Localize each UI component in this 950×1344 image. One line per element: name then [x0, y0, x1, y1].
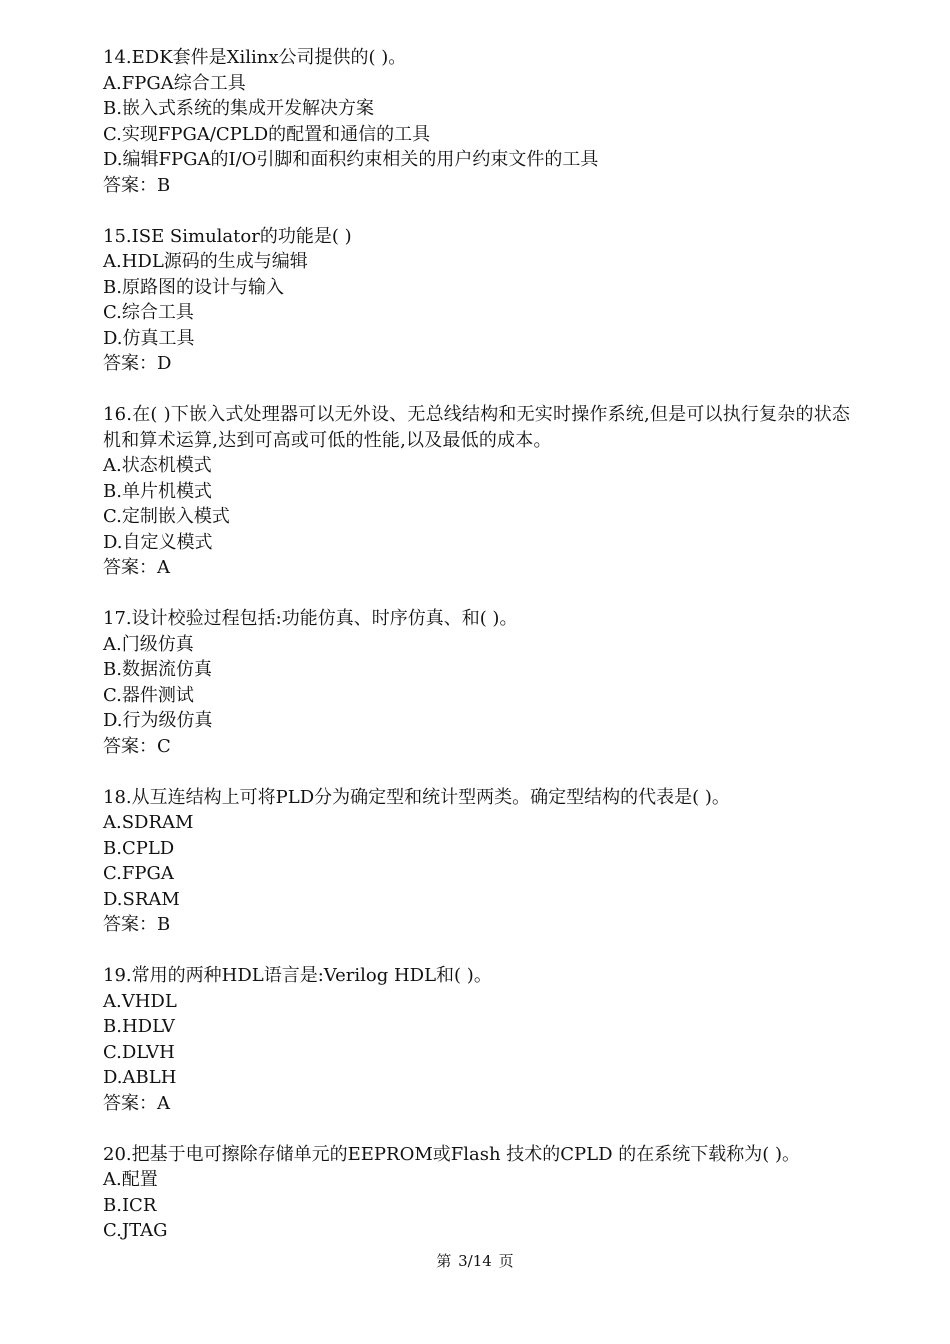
option-b: B.嵌入式系统的集成开发解决方案	[103, 98, 374, 119]
page-number: 第 3/14 页	[436, 1252, 514, 1270]
question-17	[103, 606, 863, 759]
question-stem: 19.常用的两种HDL语言是:Verilog HDL和( )。	[103, 965, 492, 986]
question-stem: 17.设计校验过程包括:功能仿真、时序仿真、和( )。	[103, 608, 518, 629]
question-16	[103, 402, 863, 581]
answer: 答案：A	[103, 557, 170, 578]
option-d: D.自定义模式	[103, 531, 213, 553]
option-d: D.行为级仿真	[103, 710, 213, 731]
option-a: A.状态机模式	[103, 455, 212, 476]
question-18	[103, 785, 863, 938]
document-page	[103, 45, 863, 1244]
option-a: A.SDRAM	[103, 812, 194, 833]
option-a: A.FPGA综合工具	[103, 72, 246, 94]
option-b: B.数据流仿真	[103, 659, 212, 680]
answer: 答案：B	[103, 174, 171, 196]
question-19	[103, 963, 863, 1116]
option-c: C.定制嵌入模式	[103, 506, 230, 527]
option-a: A.VHDL	[103, 990, 177, 1012]
option-a: A.配置	[103, 1169, 158, 1190]
question-15	[103, 224, 863, 377]
spacer	[103, 198, 863, 224]
option-c: C.器件测试	[103, 684, 194, 706]
answer: 答案：B	[103, 914, 171, 935]
option-b: B.原路图的设计与输入	[103, 276, 284, 298]
question-stem: 18.从互连结构上可将PLD分为确定型和统计型两类。确定型结构的代表是( )。	[103, 786, 730, 808]
option-b: B.ICR	[103, 1194, 157, 1216]
spacer	[103, 581, 863, 607]
spacer	[103, 759, 863, 785]
option-d: D.ABLH	[103, 1067, 177, 1088]
question-stem: 16.在( )下嵌入式处理器可以无外设、无总线结构和无实时操作系统,但是可以执行复杂的状态机和算术运算,达到可高或可低的性能,以及最低的成本。	[103, 404, 851, 451]
option-a: A.HDL源码的生成与编辑	[103, 251, 308, 272]
question-20	[103, 1142, 863, 1244]
spacer	[103, 377, 863, 403]
answer: 答案：C	[103, 735, 171, 757]
option-a: A.门级仿真	[103, 633, 194, 655]
answer: 答案：A	[103, 1092, 170, 1114]
question-stem: 15.ISE Simulator的功能是( )	[103, 225, 352, 247]
question-stem: 20.把基于电可擦除存储单元的EEPROM或Flash 技术的CPLD 的在系统下载称为( )。	[103, 1143, 801, 1165]
option-c: C.DLVH	[103, 1041, 175, 1063]
option-b: B.单片机模式	[103, 480, 212, 502]
option-b: B.CPLD	[103, 837, 175, 859]
question-stem: 14.EDK套件是Xilinx公司提供的( )。	[103, 47, 407, 68]
option-c: C.综合工具	[103, 302, 194, 323]
option-d: D.SRAM	[103, 888, 180, 910]
option-c: C.实现FPGA/CPLD的配置和通信的工具	[103, 123, 431, 145]
spacer	[103, 1116, 863, 1142]
option-c: C.FPGA	[103, 863, 174, 884]
spacer	[103, 938, 863, 964]
answer: 答案：D	[103, 353, 172, 374]
option-d: D.仿真工具	[103, 327, 195, 349]
option-d: D.编辑FPGA的I/O引脚和面积约束相关的用户约束文件的工具	[103, 149, 599, 170]
option-c: C.JTAG	[103, 1220, 168, 1241]
option-b: B.HDLV	[103, 1016, 175, 1037]
question-14	[103, 45, 863, 198]
